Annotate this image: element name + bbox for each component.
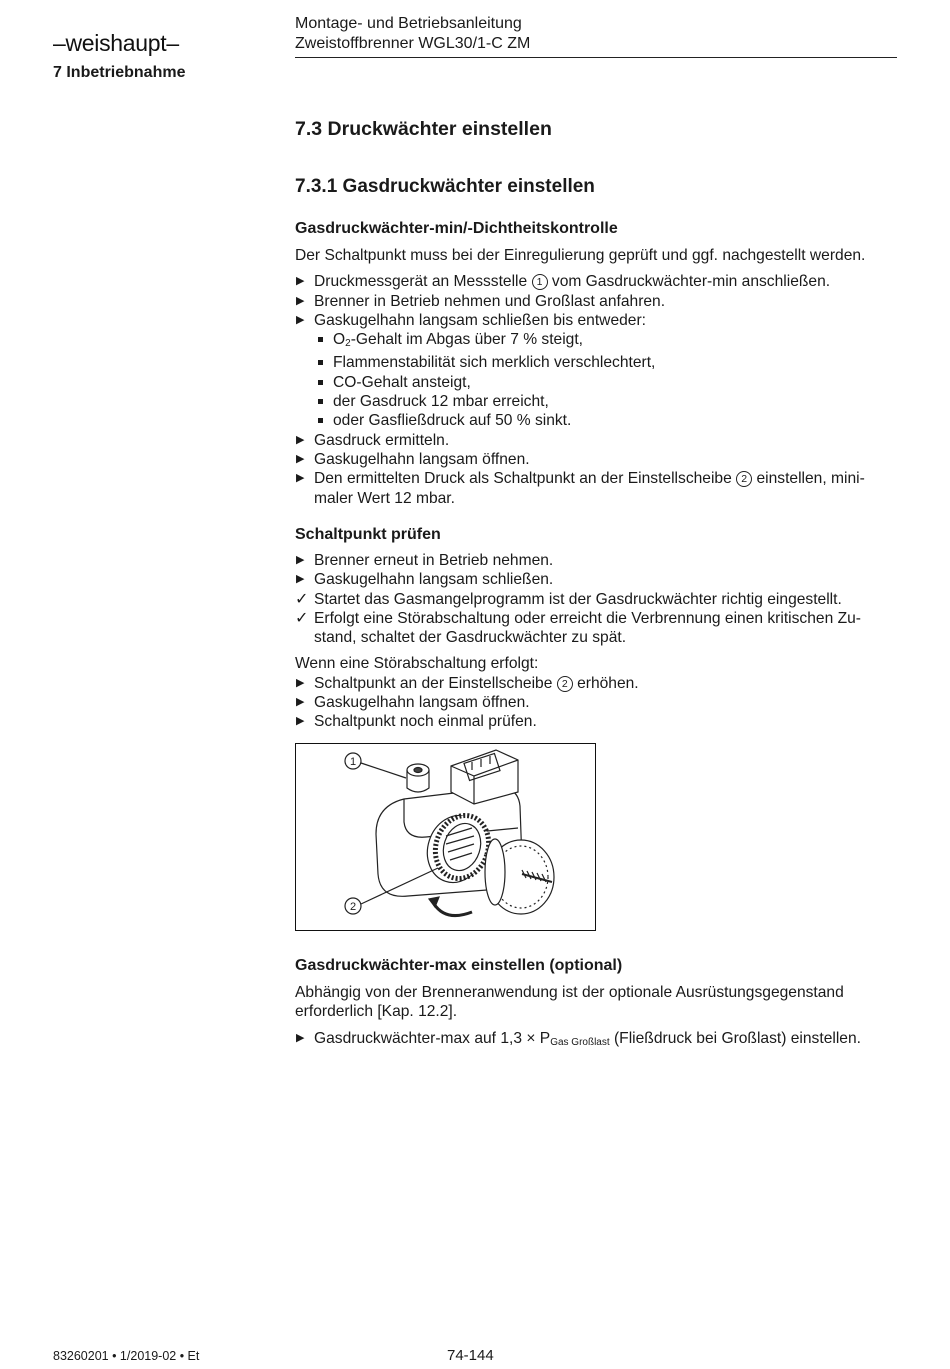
page-number: 74-144 [447, 1347, 494, 1364]
square-bullet-icon [318, 380, 323, 385]
step-text: Schaltpunkt noch einmal prüfen. [314, 713, 537, 731]
check-block [295, 526, 897, 732]
max-steps [295, 1029, 897, 1052]
product-name: Zweistoffbrenner WGL30/1-C ZM [295, 35, 531, 52]
triangle-bullet-icon: ▶ [296, 573, 305, 586]
list-item [295, 590, 897, 609]
condition-text: -Gehalt im Abgas über 7 % steigt, [350, 331, 583, 349]
list-item [295, 712, 897, 731]
callout-2-icon: 2 [557, 676, 573, 692]
step-text: erhöhen. [577, 674, 639, 692]
document-code: 83260201 • 1/2019-02 • Et [53, 1349, 200, 1363]
triangle-bullet-icon: ▶ [296, 676, 305, 689]
list-item [295, 311, 897, 330]
step-text: Gasdruck ermitteln. [314, 431, 450, 449]
step-text: einstellen, mini- [756, 470, 865, 488]
min-block [295, 220, 897, 508]
checkmark-icon: ✓ [295, 590, 309, 608]
weishaupt-logo: –weishaupt– [53, 30, 179, 56]
min-heading: Gasdruckwächter-min/-Dichtheitskontrolle [295, 220, 618, 237]
triangle-bullet-icon: ▶ [296, 1031, 305, 1044]
square-bullet-icon [318, 399, 323, 404]
max-heading: Gasdruckwächter-max einstellen (optional) [295, 957, 623, 974]
triangle-bullet-icon: ▶ [296, 275, 305, 288]
step-text: maler Wert 12 mbar. [314, 489, 455, 507]
list-item [295, 1029, 897, 1052]
list-item [295, 431, 897, 450]
triangle-bullet-icon: ▶ [296, 554, 305, 566]
condition-list [295, 330, 897, 430]
max-block [295, 957, 897, 1052]
triangle-bullet-icon: ▶ [296, 313, 305, 326]
triangle-bullet-icon: ▶ [296, 433, 305, 446]
condition-text: O [333, 331, 346, 349]
if-steps [295, 674, 897, 732]
step-text: Den ermittelten Druck als Schaltpunkt an der Einstellscheibe [314, 470, 732, 488]
figure-callout-2: 2 [349, 901, 357, 913]
header-divider [295, 57, 897, 58]
step-text: Gaskugelhahn langsam öffnen. [314, 694, 530, 712]
triangle-bullet-icon: ▶ [296, 294, 305, 307]
subsection-title: 7.3.1 Gasdruckwächter einstellen [295, 176, 595, 197]
list-item [295, 353, 897, 372]
condition-text: der Gasdruck 12 mbar erreicht, [333, 393, 549, 411]
step-text: Gaskugelhahn langsam schließen. [314, 571, 554, 589]
min-steps [295, 272, 897, 330]
list-item [295, 392, 897, 411]
max-intro [295, 983, 897, 1022]
intro-text: erforderlich [Kap. 12.2]. [295, 1003, 458, 1021]
figure-callout-1: 1 [349, 756, 357, 768]
list-item [295, 450, 897, 469]
step-text: Gaskugelhahn langsam schließen bis entweder: [314, 311, 646, 329]
list-item [295, 272, 897, 291]
checkmark-icon: ✓ [295, 609, 309, 627]
result-text: Startet das Gasmangelprogramm ist der Gasdruckwächter richtig eingestellt. [314, 590, 842, 608]
step-text: Gaskugelhahn langsam öffnen. [314, 450, 530, 468]
list-item [295, 292, 897, 311]
square-bullet-icon [318, 360, 323, 365]
triangle-bullet-icon: ▶ [296, 696, 305, 709]
condition-text: Flammenstabilität sich merklich verschlechtert, [333, 354, 656, 372]
step-text: Gasdruckwächter-max auf 1,3 × P [314, 1029, 551, 1047]
step-text: (Fließdruck bei Großlast) einstellen. [609, 1029, 861, 1047]
result-text: stand, schaltet der Gasdruckwächter zu spät. [314, 629, 627, 647]
document-type: Montage- und Betriebsanleitung [295, 15, 522, 32]
result-text: Erfolgt eine Störabschaltung oder erreicht die Verbrennung einen kritischen Zu- [314, 609, 861, 627]
list-item [295, 551, 897, 570]
subscript: Gas Großlast [550, 1036, 610, 1048]
list-item [295, 373, 897, 392]
step-text: Brenner erneut in Betrieb nehmen. [314, 552, 554, 569]
section-title: 7.3 Druckwächter einstellen [295, 118, 552, 140]
condition-text: oder Gasfließdruck auf 50 % sinkt. [333, 412, 572, 430]
square-bullet-icon [318, 418, 323, 423]
step-text: Schaltpunkt an der Einstellscheibe [314, 674, 553, 692]
step-text: Druckmessgerät an Messstelle [314, 273, 528, 291]
list-item [295, 330, 897, 353]
list-item [295, 411, 897, 430]
min-intro: Der Schaltpunkt muss bei der Einregulierung geprüft und ggf. nachgestellt werden. [295, 247, 866, 264]
callout-1-icon: 1 [532, 274, 548, 290]
callout-2-icon: 2 [736, 471, 752, 487]
condition-text: CO-Gehalt ansteigt, [333, 373, 471, 391]
list-item [295, 693, 897, 712]
triangle-bullet-icon: ▶ [296, 715, 305, 728]
min-steps-continued [295, 431, 897, 508]
pressure-switch-illustration [296, 744, 595, 930]
list-item [295, 674, 897, 693]
check-heading: Schaltpunkt prüfen [295, 526, 441, 543]
list-item [295, 570, 897, 589]
check-steps [295, 551, 897, 647]
if-text: Wenn eine Störabschaltung erfolgt: [295, 655, 539, 673]
square-bullet-icon [318, 337, 323, 342]
list-item [295, 609, 897, 648]
intro-text: Abhängig von der Brenneranwendung ist der optionale Ausrüstungsgegenstand [295, 984, 844, 1001]
chapter-title: 7 Inbetriebnahme [53, 64, 186, 81]
triangle-bullet-icon: ▶ [296, 472, 305, 485]
list-item [295, 469, 897, 508]
step-text: Brenner in Betrieb nehmen und Großlast anfahren. [314, 292, 666, 310]
subscript: 2 [345, 338, 351, 350]
pressure-switch-figure [295, 743, 596, 931]
triangle-bullet-icon: ▶ [296, 452, 305, 465]
step-text: vom Gasdruckwächter-min anschließen. [551, 273, 831, 291]
